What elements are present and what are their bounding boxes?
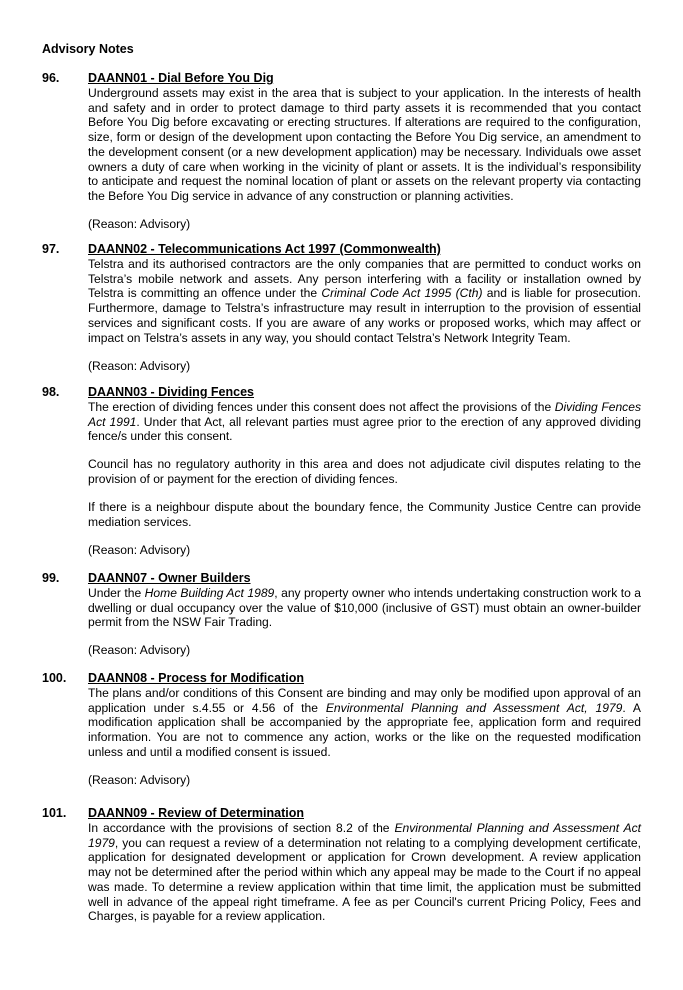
note-paragraph: Telstra and its authorised contractors are the only companies that are permitted to conduct works on Telstra’s mobile network and assets. Any person interfering with a facility or installation owned by Telstra is committing an offence under the Criminal Code Act 1995 (Cth) and is liable for prosecution. Furthermore, damage to Telstra’s infrastructure may result in interruption to the provision of essential services and significant costs. If you are aware of any works or proposed works, which may affect or impact on Telstra’s assets in any way, you should contact Telstra’s Network Integrity Team. (88, 257, 641, 345)
note-paragraph: Council has no regulatory authority in this area and does not adjudicate civil disputes relating to the provision of or payment for the erection of dividing fences. (88, 457, 641, 487)
note-title: DAANN09 - Review of Determination (88, 806, 305, 820)
note-number: 99. (42, 571, 60, 585)
note-body (88, 385, 641, 558)
note-paragraph: The plans and/or conditions of this Consent are binding and may only be modified upon approval of an application under s.4.55 or 4.56 of the Environmental Planning and Assessment Act, 1979. A modification application shall be accompanied by the appropriate fee, application form and required information. You are not to commence any action, works or the like on the requested modification unless and until a modified consent is issued. (88, 686, 641, 759)
note-paragraphs (88, 257, 641, 373)
page-heading: Advisory Notes (42, 42, 134, 56)
note-body (88, 242, 641, 373)
note-title: DAANN02 - Telecommunications Act 1997 (Commonwealth) (88, 242, 441, 256)
note-reason: (Reason: Advisory) (88, 216, 191, 231)
note-body (88, 671, 641, 788)
note-paragraph: Underground assets may exist in the area that is subject to your application. In the interests of health and safety and in order to protect damage to third party assets it is recommended that you contact Before You Dig before excavating or erecting structures. If alterations are required to the configuration, size, form or design of the development upon contacting the Before You Dig service, an amendment to the development consent (or a new development application) may be necessary. Individuals owe asset owners a duty of care when working in the vicinity of plant or assets. It is the individual’s responsibility to anticipate and request the nominal location of plant or assets on the relevant property via contacting the Before You Dig service in advance of any construction or planning activities. (88, 86, 641, 203)
note-paragraphs (88, 86, 641, 232)
note-paragraph: Under the Home Building Act 1989, any property owner who intends undertaking construction work to a dwelling or dual occupancy over the value of $10,000 (inclusive of GST) must obtain an owner-builder permit from the NSW Fair Trading. (88, 586, 641, 630)
note-paragraph: If there is a neighbour dispute about the boundary fence, the Community Justice Centre can provide mediation services. (88, 500, 641, 529)
italic-citation: Dividing Fences Act 1991 (88, 400, 641, 429)
italic-citation: Environmental Planning and Assessment Act, 1979 (325, 700, 623, 715)
note-title: DAANN07 - Owner Builders (88, 571, 251, 585)
note-body (88, 571, 641, 658)
note-paragraph: In accordance with the provisions of section 8.2 of the Environmental Planning and Assessment Act 1979, you can request a review of a determination not relating to a complying development certificate, application for designated development or application for Crown development. A review application may not be determined after the period within which any appeal may be made to the Court if no appeal was made. To determine a review application within that time limit, the application must be submitted well in advance of the appeal right timeframe. A fee as per Council's current Pricing Policy, Fees and Charges, is payable for a review application. (88, 821, 642, 924)
note-number: 100. (42, 671, 67, 685)
note-number: 98. (42, 385, 60, 399)
note-paragraphs (88, 586, 641, 658)
note-reason: (Reason: Advisory) (88, 542, 191, 557)
note-reason: (Reason: Advisory) (88, 643, 191, 658)
note-body (88, 806, 641, 924)
note-number: 97. (42, 242, 60, 256)
note-number: 96. (42, 71, 60, 85)
note-paragraphs (88, 686, 641, 788)
note-reason: (Reason: Advisory) (88, 772, 191, 787)
note-title: DAANN08 - Process for Modification (88, 671, 305, 685)
note-title: DAANN01 - Dial Before You Dig (88, 71, 274, 85)
note-number: 101. (42, 806, 67, 820)
italic-citation: Criminal Code Act 1995 (Cth) (321, 286, 483, 301)
note-paragraph: The erection of dividing fences under this consent does not affect the provisions of the Dividing Fences Act 1991. Under that Act, all relevant parties must agree prior to the erection of any approved dividing fence/s under this consent. (88, 400, 641, 444)
note-paragraphs (88, 821, 641, 924)
note-body (88, 71, 641, 232)
note-reason: (Reason: Advisory) (88, 358, 191, 373)
note-paragraphs (88, 400, 641, 558)
note-title: DAANN03 - Dividing Fences (88, 385, 255, 399)
italic-citation: Environmental Planning and Assessment Act 1979 (88, 821, 642, 850)
italic-citation: Home Building Act 1989 (144, 586, 275, 600)
